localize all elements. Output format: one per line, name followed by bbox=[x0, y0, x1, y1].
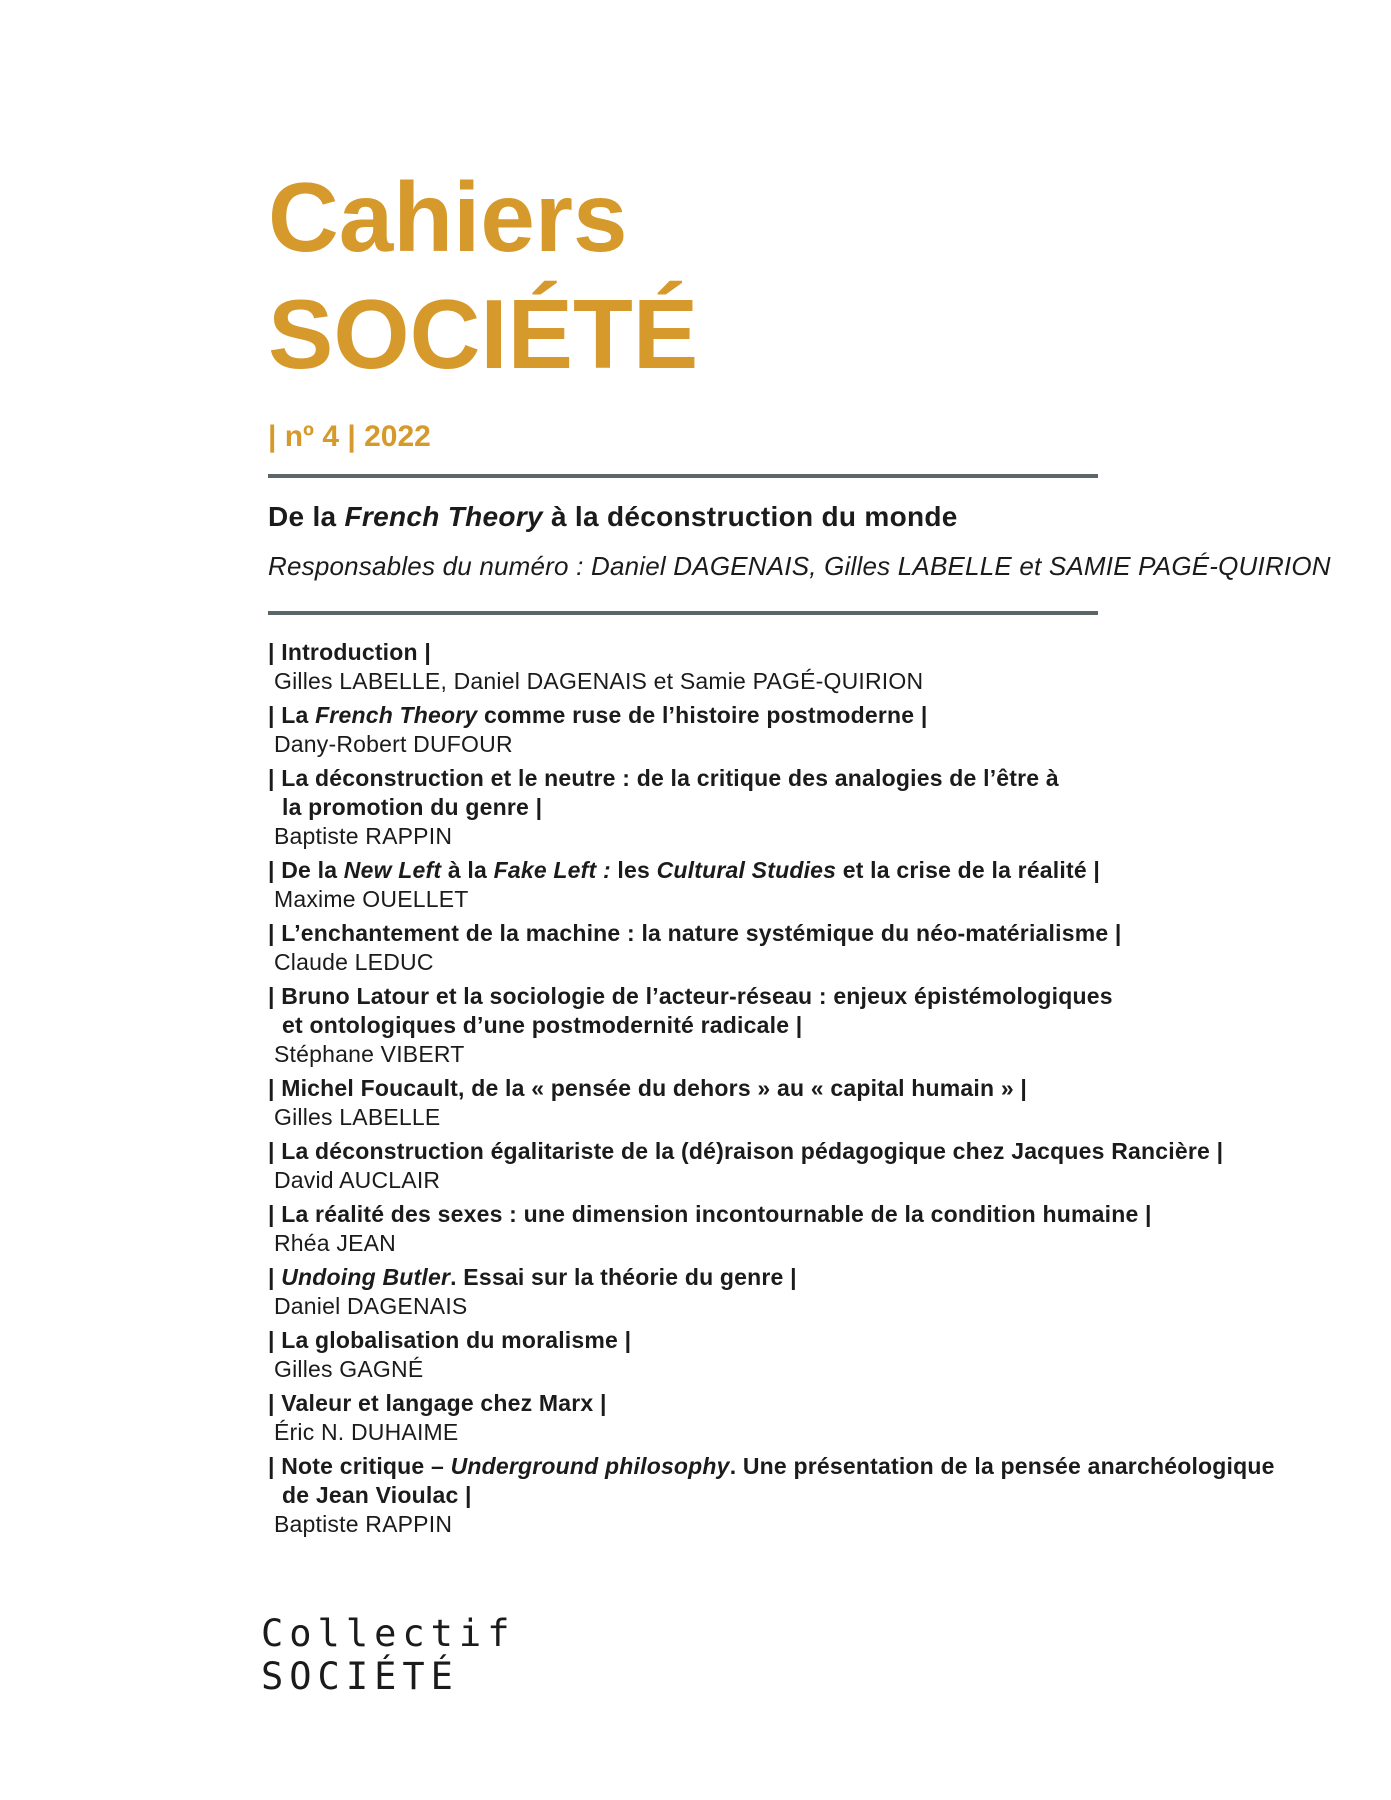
journal-title-line-1: Cahiers bbox=[268, 162, 628, 272]
toc-entry bbox=[268, 1137, 1268, 1195]
toc-entry-title: | Undoing Butler. Essai sur la théorie du genre | bbox=[268, 1264, 797, 1290]
toc-entry-authors: Gilles LABELLE bbox=[274, 1104, 441, 1130]
toc-entry-title: | L’enchantement de la machine : la nature systémique du néo-matérialisme | bbox=[268, 920, 1122, 946]
toc-entry-title: | Valeur et langage chez Marx | bbox=[268, 1390, 607, 1416]
toc-entry-authors: Éric N. DUHAIME bbox=[274, 1419, 459, 1445]
toc-entry bbox=[268, 1074, 1268, 1132]
journal-title bbox=[268, 159, 698, 393]
toc-entry bbox=[268, 1389, 1268, 1447]
toc-entry bbox=[268, 1263, 1268, 1321]
toc-entry bbox=[268, 701, 1268, 759]
toc-entry-authors: Gilles LABELLE, Daniel DAGENAIS et Samie PAGÉ-QUIRION bbox=[274, 668, 924, 694]
toc-entry bbox=[268, 1326, 1268, 1384]
toc-entry bbox=[268, 919, 1268, 977]
issue-theme-title: De la French Theory à la déconstruction du monde bbox=[268, 501, 958, 532]
toc-entry bbox=[268, 982, 1268, 1069]
toc-entry bbox=[268, 856, 1268, 914]
publisher-logo-line-1: Collectif bbox=[261, 1612, 516, 1655]
toc-entry bbox=[268, 764, 1268, 851]
divider-top bbox=[268, 474, 1098, 478]
toc-entry bbox=[268, 1452, 1275, 1539]
toc-entry-title: | De la New Left à la Fake Left : les Cultural Studies et la crise de la réalité | bbox=[268, 857, 1101, 883]
toc-entry-authors: Dany-Robert DUFOUR bbox=[274, 731, 513, 757]
toc-entry-title: | La réalité des sexes : une dimension incontournable de la condition humaine | bbox=[268, 1201, 1152, 1227]
toc-entry-authors: Daniel DAGENAIS bbox=[274, 1293, 468, 1319]
toc-entry-title: | Michel Foucault, de la « pensée du dehors » au « capital humain » | bbox=[268, 1075, 1028, 1101]
toc-entry-authors: Claude LEDUC bbox=[274, 949, 434, 975]
toc-entry-title: | La déconstruction et le neutre : de la critique des analogies de l’être à la promotion du genre | bbox=[268, 765, 1059, 820]
toc-entry-title: | La French Theory comme ruse de l’histoire postmoderne | bbox=[268, 702, 928, 728]
toc-entry bbox=[268, 638, 1268, 696]
toc-list bbox=[268, 638, 1275, 1544]
toc-entry-authors: Gilles GAGNÉ bbox=[274, 1356, 424, 1382]
toc-entry bbox=[268, 1200, 1268, 1258]
toc-entry-authors: Maxime OUELLET bbox=[274, 886, 469, 912]
toc-entry-authors: Rhéa JEAN bbox=[274, 1230, 396, 1256]
issue-number: | nº 4 | 2022 bbox=[268, 420, 431, 453]
toc-entry-title: | Introduction | bbox=[268, 639, 431, 665]
toc-entry-title: | Bruno Latour et la sociologie de l’acteur-réseau : enjeux épistémologiques et ontologiques d’une postmodernité radicale | bbox=[268, 983, 1113, 1038]
toc-entry-authors: David AUCLAIR bbox=[274, 1167, 441, 1193]
toc-entry-title: | Note critique – Underground philosophy. Une présentation de la pensée anarchéologique de Jean Vioulac | bbox=[268, 1453, 1275, 1508]
publisher-logo-line-2: SOCIÉTÉ bbox=[261, 1655, 459, 1698]
toc-entry-authors: Stéphane VIBERT bbox=[274, 1041, 465, 1067]
toc-entry-authors: Baptiste RAPPIN bbox=[274, 823, 453, 849]
journal-title-line-2: SOCIÉTÉ bbox=[268, 279, 699, 389]
toc-entry-authors: Baptiste RAPPIN bbox=[274, 1511, 453, 1537]
publisher-logo bbox=[261, 1612, 515, 1698]
toc-entry-title: | La globalisation du moralisme | bbox=[268, 1327, 632, 1353]
issue-editors-line: Responsables du numéro : Daniel DAGENAIS, Gilles LABELLE et SAMIE PAGÉ-QUIRION bbox=[268, 551, 1331, 581]
divider-middle bbox=[268, 611, 1098, 615]
toc-entry-title: | La déconstruction égalitariste de la (dé)raison pédagogique chez Jacques Rancière | bbox=[268, 1138, 1224, 1164]
